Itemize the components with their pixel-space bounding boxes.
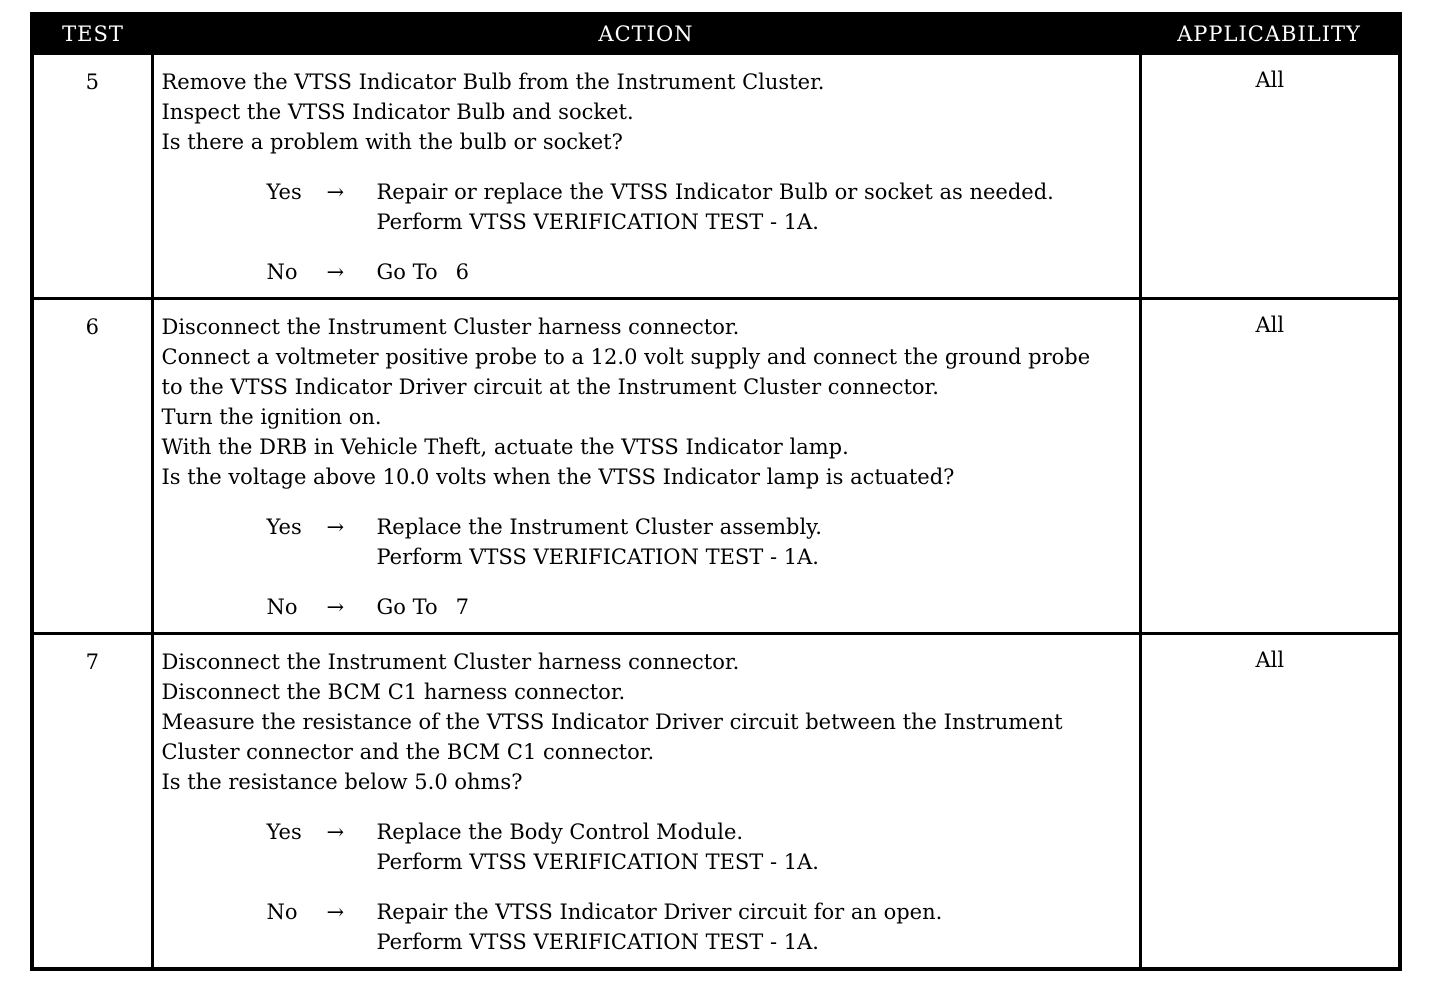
yes-branch — [162, 512, 1139, 572]
step-line: Is the voltage above 10.0 volts when the VTSS Indicator lamp is actuated? — [161, 465, 955, 489]
step-line: to the VTSS Indicator Driver circuit at the Instrument Cluster connector. — [161, 375, 939, 399]
go-to-link[interactable] — [377, 592, 470, 622]
step-line: Connect a voltmeter positive probe to a 12.0 volt supply and connect the ground probe — [161, 345, 1091, 369]
arrow-icon: → — [326, 900, 345, 924]
header-applicability: APPLICABILITY — [1140, 14, 1400, 54]
yes-result — [377, 512, 822, 572]
arrow-icon: → — [326, 595, 345, 619]
result-line: Perform VTSS VERIFICATION TEST - 1A. — [376, 210, 819, 234]
action-steps — [162, 647, 1139, 797]
applicability-cell: All — [1140, 54, 1400, 299]
step-line: With the DRB in Vehicle Theft, actuate the VTSS Indicator lamp. — [161, 435, 849, 459]
go-to-text: Go To — [376, 260, 438, 284]
step-line: Is the resistance below 5.0 ohms? — [161, 770, 523, 794]
action-steps — [162, 312, 1139, 492]
table-row — [32, 299, 1400, 634]
action-cell — [152, 299, 1140, 634]
table-header — [32, 14, 1400, 54]
no-label: No — [266, 260, 298, 284]
arrow-icon: → — [326, 820, 345, 844]
go-to-number: 6 — [455, 260, 469, 284]
no-label: No — [266, 595, 298, 619]
step-line: Turn the ignition on. — [161, 405, 382, 429]
table-row — [32, 634, 1400, 970]
result-line: Perform VTSS VERIFICATION TEST - 1A. — [376, 545, 819, 569]
action-steps — [162, 67, 1139, 157]
no-branch — [162, 897, 1139, 957]
arrow-icon: → — [326, 180, 345, 204]
go-to-text: Go To — [376, 595, 438, 619]
go-to-link[interactable] — [377, 257, 470, 287]
step-line: Inspect the VTSS Indicator Bulb and socket. — [161, 100, 634, 124]
test-number: 6 — [32, 299, 152, 634]
step-line: Remove the VTSS Indicator Bulb from the Instrument Cluster. — [161, 70, 825, 94]
applicability-cell: All — [1140, 299, 1400, 634]
result-line: Replace the Instrument Cluster assembly. — [376, 515, 822, 539]
action-cell — [152, 634, 1140, 970]
result-line: Perform VTSS VERIFICATION TEST - 1A. — [376, 850, 819, 874]
yes-branch — [162, 817, 1139, 877]
result-line: Repair the VTSS Indicator Driver circuit for an open. — [376, 900, 943, 924]
arrow-icon: → — [326, 515, 345, 539]
applicability-cell: All — [1140, 634, 1400, 970]
yes-label: Yes — [266, 180, 302, 204]
step-line: Is there a problem with the bulb or socket? — [161, 130, 623, 154]
test-number: 5 — [32, 54, 152, 299]
table-row — [32, 54, 1400, 299]
header-test: TEST — [32, 14, 152, 54]
no-label: No — [266, 900, 298, 924]
step-line: Disconnect the Instrument Cluster harness connector. — [161, 315, 740, 339]
step-line: Measure the resistance of the VTSS Indicator Driver circuit between the Instrument — [161, 710, 1063, 734]
action-cell — [152, 54, 1140, 299]
result-line: Replace the Body Control Module. — [376, 820, 744, 844]
result-line: Repair or replace the VTSS Indicator Bulb or socket as needed. — [376, 180, 1054, 204]
diagnostic-test-table — [30, 12, 1402, 971]
yes-label: Yes — [266, 515, 302, 539]
yes-result — [377, 817, 819, 877]
test-number: 7 — [32, 634, 152, 970]
answer-block — [162, 512, 1139, 622]
arrow-icon: → — [326, 260, 345, 284]
yes-label: Yes — [266, 820, 302, 844]
go-to-number: 7 — [455, 595, 469, 619]
yes-result — [377, 177, 1054, 237]
diagnostic-test-document — [30, 12, 1398, 971]
answer-block — [162, 177, 1139, 287]
header-action: ACTION — [152, 14, 1140, 54]
step-line: Cluster connector and the BCM C1 connector. — [161, 740, 655, 764]
result-line: Perform VTSS VERIFICATION TEST - 1A. — [376, 930, 819, 954]
no-branch — [162, 592, 1139, 622]
no-branch — [162, 257, 1139, 287]
yes-branch — [162, 177, 1139, 237]
step-line: Disconnect the Instrument Cluster harness connector. — [161, 650, 740, 674]
no-result — [377, 897, 943, 957]
answer-block — [162, 817, 1139, 957]
step-line: Disconnect the BCM C1 harness connector. — [161, 680, 626, 704]
